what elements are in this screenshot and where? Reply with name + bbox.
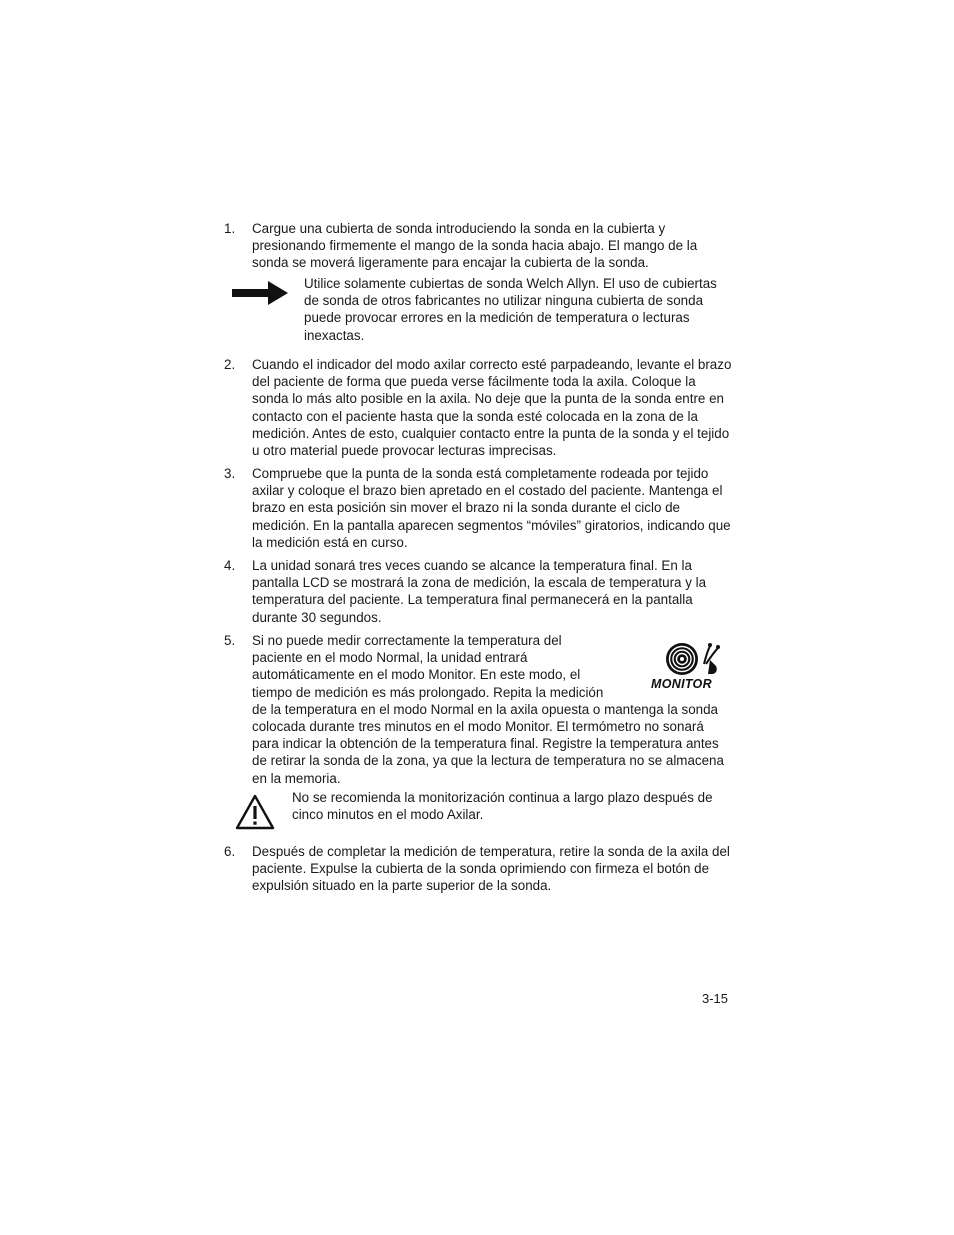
- snail-icon: [648, 640, 722, 678]
- step-number: 6.: [224, 844, 236, 859]
- step-number: 5.: [224, 633, 236, 648]
- page-number: 3-15: [702, 991, 729, 1006]
- step-number: 1.: [224, 221, 236, 236]
- warning-note-text: No se recomienda la monitorización continua a largo plazo después de cinco minutos en el modo Axilar.: [292, 790, 713, 823]
- step-number: 4.: [224, 558, 236, 573]
- step-text: Compruebe que la punta de la sonda está completamente rodeada por tejido axilar y coloque el brazo bien apretado en el costado del paciente. Mantenga el brazo en esta posición sin mover el brazo ni la sonda durante el ciclo de medición. En la pantalla aparecen segmentos “móviles” giratorios, indicando que la medición está en curso.: [252, 466, 731, 550]
- step-number: 3.: [224, 466, 236, 481]
- step-text: La unidad sonará tres veces cuando se alcance la temperatura final. En la pantalla LCD se mostrará la zona de medición, la escala de temperatura y la temperatura del paciente. La temperatura final permanecerá en la pantalla durante 30 segundos.: [252, 558, 707, 625]
- monitor-mode-icon: [648, 640, 722, 692]
- step-text-line: tiempo de medición es más prolongado. Repita la medición: [252, 684, 604, 700]
- step-text-line: paciente en el modo Normal, la unidad entrará: [252, 650, 528, 666]
- arrow-right-icon: [232, 281, 288, 305]
- step-text-line: automáticamente en el modo Monitor. En este modo, el: [252, 667, 581, 683]
- monitor-icon-label: MONITOR: [651, 677, 712, 691]
- arrow-note-text: Utilice solamente cubiertas de sonda Welch Allyn. El uso de cubiertas de sonda de otros fabricantes no utilizar ninguna cubierta de sonda puede provocar errores en la medición de temperatura o lecturas inexactas.: [304, 276, 717, 343]
- step-number: 2.: [224, 357, 236, 372]
- step-text-line: Si no puede medir correctamente la temperatura del: [252, 633, 562, 648]
- warning-triangle-icon: [235, 794, 275, 830]
- step-text: Cargue una cubierta de sonda introduciendo la sonda en la cubierta y presionando firmemente el mango de la sonda hacia abajo. El mango de la sonda se moverá ligeramente para encajar la cubierta de la sonda.: [252, 221, 698, 271]
- step-text: Cuando el indicador del modo axilar correcto esté parpadeando, levante el brazo del paciente de forma que pueda verse fácilmente toda la axila. Coloque la sonda lo más alto posible en la axila. No deje que la punta de la sonda entre en contacto con el paciente hasta que la sonda esté colocada en la zona de la medición. Antes de esto, cualquier contacto entre la punta de la sonda y el tejido u otro material puede provocar lecturas imprecisas.: [252, 357, 732, 459]
- step-text: Después de completar la medición de temperatura, retire la sonda de la axila del paciente. Expulse la cubierta de la sonda oprimiendo con firmeza el botón de expulsión situado en la parte superior de la sonda.: [252, 844, 730, 894]
- step-text-rest: de la temperatura en el modo Normal en la axila opuesta o mantenga la sonda colocada durante tres minutos en el modo Monitor. El termómetro no sonará para indicar la obtención de la temperatura final. Registre la temperatura antes de retirar la sonda de la zona, ya que la lectura de temperatura no se almacena en la memoria.: [252, 701, 724, 786]
